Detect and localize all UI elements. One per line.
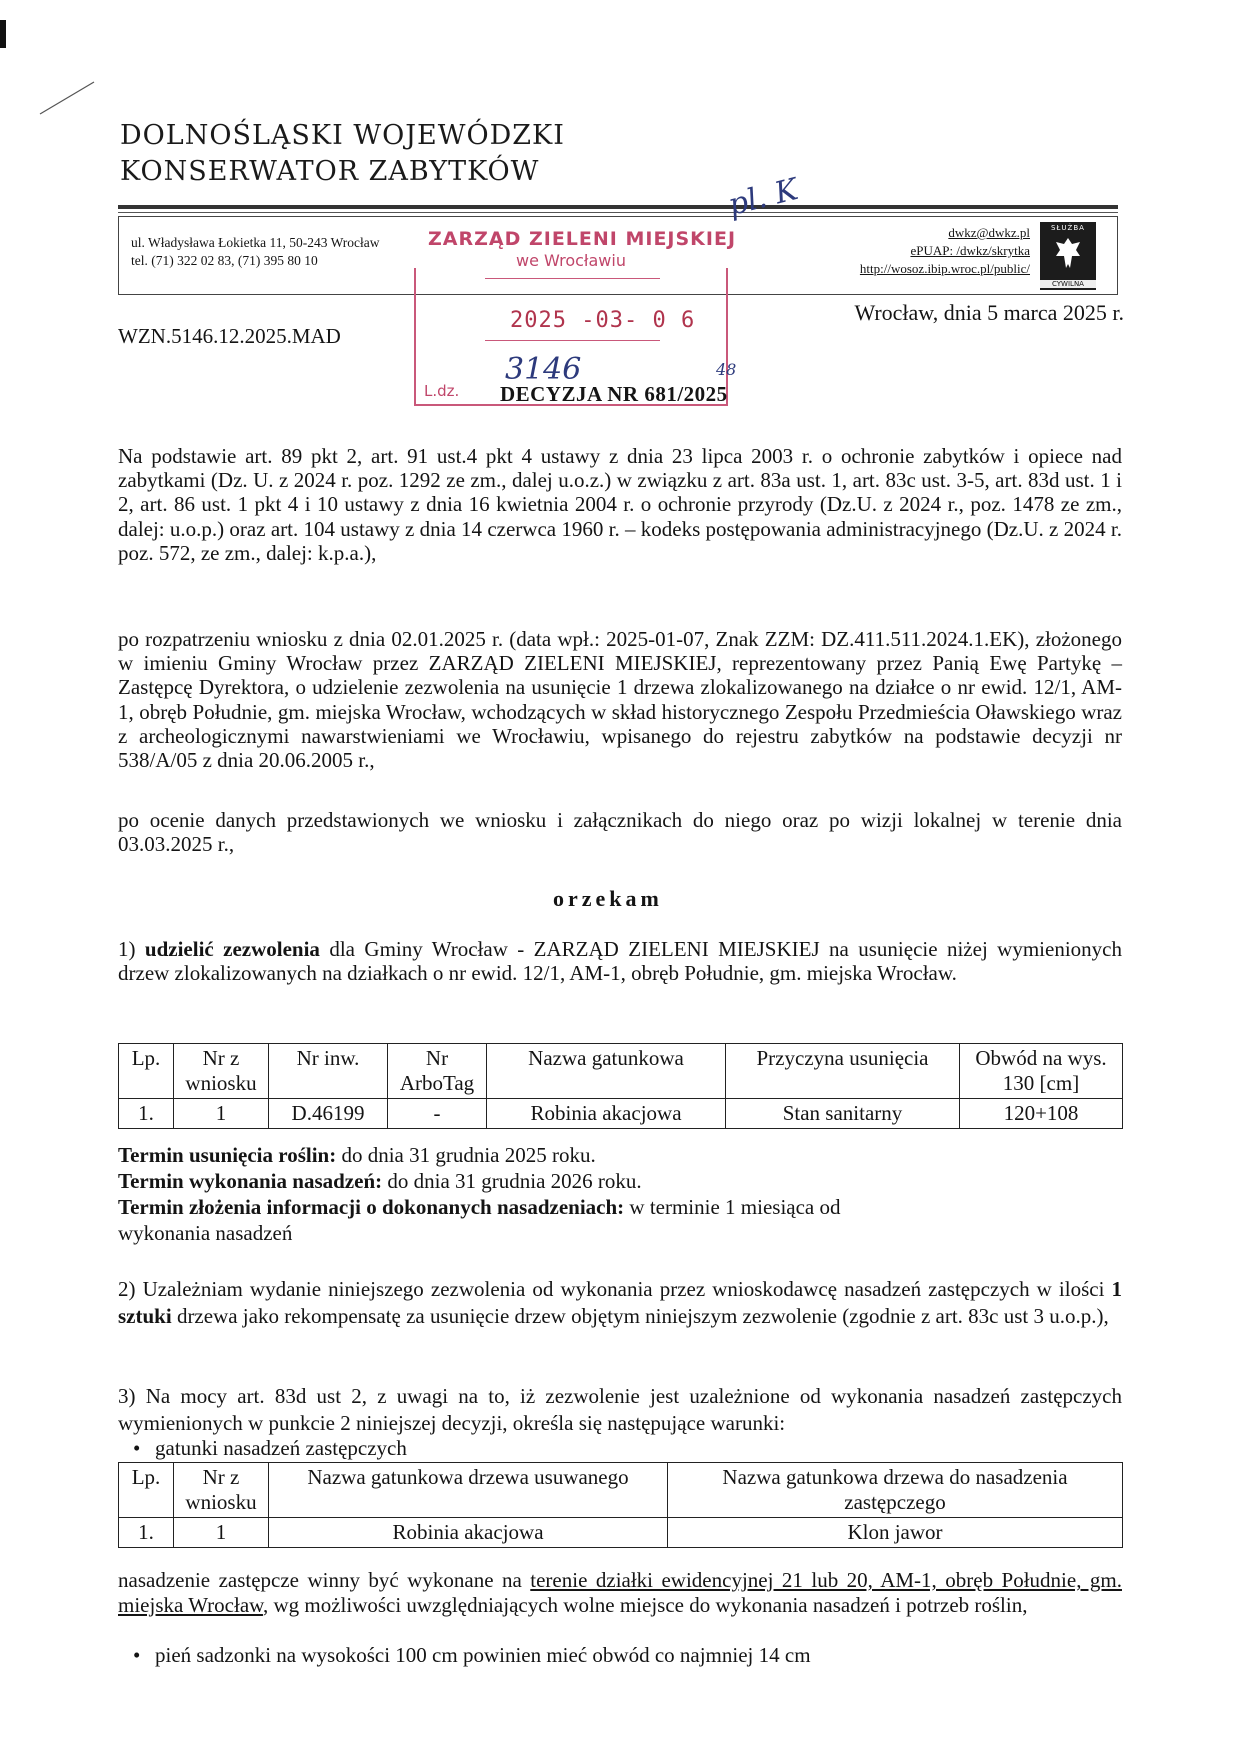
table-row <box>119 1518 1123 1548</box>
bullet-species: • gatunki nasadzeń zastępczych <box>155 1436 407 1461</box>
table-cell: 1 <box>174 1099 269 1129</box>
emblem-top-text: SŁUŻBA <box>1051 224 1085 232</box>
table-cell: - <box>388 1099 487 1129</box>
term-removal <box>118 1142 841 1168</box>
header-rule-thin <box>118 212 1118 213</box>
table-cell: D.46199 <box>269 1099 388 1129</box>
institution-line-1: DOLNOŚLĄSKI WOJEWÓDZKI <box>120 120 565 151</box>
table-header-row <box>119 1044 1123 1099</box>
legal-basis-paragraph: Na podstawie art. 89 pkt 2, art. 91 ust.4 pkt 4 ustawy z dnia 23 lipca 2003 r. o ochronie zabytków i opiece nad zabytkami (Dz. U. z 2024 r. poz. 1292 ze zm., dalej u.o.z.) w związku z art. 83a ust. 1, art. 83c ust. 3-5, art. 83d ust. 1 i 2, art. 86 ust. 1 pkt 4 i 10 ustawy z dnia 16 kwietnia 2004 r. o ochronie przyrody (Dz.U. z 2024 r., poz. 1478 ze zm., dalej: u.o.p.) oraz art. 104 ustawy z dnia 14 czerwca 1960 r. – kodeks postępowania administracyjnego (Dz.U. z 2024 r. poz. 572, ze zm., dalej: k.p.a.), <box>118 444 1122 565</box>
table-cell: 120+108 <box>960 1099 1123 1129</box>
term-info-continued: wykonania nasadzeń <box>118 1221 293 1245</box>
table-cell: 1. <box>119 1518 174 1548</box>
point-2-paragraph <box>118 1276 1122 1329</box>
consideration-paragraph: po rozpatrzeniu wniosku z dnia 02.01.2025 r. (data wpł.: 2025-01-07, Znak ZZM: DZ.411.511.2024.1.EK), złożonego w imieniu Gminy Wrocław przez ZARZĄD ZIELENI MIEJSKIEJ, reprezentowany przez Panią Ewę Partykę – Zastępcę Dyrektora, o udzielenie zezwolenia na usunięcie 1 drzewa zlokalizowanego na działce o nr ewid. 12/1, AM-1, obręb Południe, gm. miejska Wrocław, wchodzących w skład historycznego Zespołu Przedmieścia Oławskiego wraz z archeologicznymi nawarstwieniami we Wrocławiu, wpisanego do rejestru zabytków na podstawie decyzji nr 538/A/05 z dnia 20.06.2005 r., <box>118 627 1122 773</box>
header-rule <box>118 205 1118 209</box>
stamp-ldz-label: L.dz. <box>424 382 460 400</box>
point-1-bold: udzielić zezwolenia <box>144 937 320 961</box>
location-text-a: nasadzenie zastępcze winny być wykonane na <box>118 1568 531 1592</box>
point-1-number: 1) <box>118 937 145 961</box>
table-header-cell: Nr z wniosku <box>174 1044 269 1099</box>
verdict-heading: orzekam <box>553 886 663 911</box>
term-planting-value: do dnia 31 grudnia 2026 roku. <box>382 1169 642 1193</box>
stamp-divider <box>485 340 660 341</box>
point-2-bold: 1 sztuki <box>118 1277 1122 1328</box>
terms-block <box>118 1142 841 1246</box>
handwritten-small-note: 48 <box>716 360 737 379</box>
trees-removal-table <box>118 1043 1123 1129</box>
table-cell: 1 <box>174 1518 269 1548</box>
table-header-cell: Obwód na wys. 130 [cm] <box>960 1044 1123 1099</box>
table-row <box>119 1099 1123 1129</box>
table-header-cell: Nazwa gatunkowa <box>487 1044 726 1099</box>
table-cell: Robinia akacjowa <box>269 1518 668 1548</box>
table-header-cell: Lp. <box>119 1044 174 1099</box>
table-cell: Klon jawor <box>668 1518 1123 1548</box>
point-2-text-a: 2) Uzależniam wydanie niniejszego zezwolenia od wykonania przez wnioskodawcę nasadzeń zastępczych w ilości <box>118 1277 1112 1301</box>
term-info-value: w terminie 1 miesiąca od <box>624 1195 841 1219</box>
decision-title: DECYZJA NR 681/2025 <box>500 382 728 406</box>
term-info <box>118 1194 841 1220</box>
civil-service-emblem <box>1040 222 1096 290</box>
emblem-bottom-text: CYWILNA <box>1040 280 1096 288</box>
term-removal-label: Termin usunięcia roślin: <box>118 1143 337 1167</box>
table-header-row <box>119 1463 1123 1518</box>
case-signature: WZN.5146.12.2025.MAD <box>118 324 341 348</box>
table-header-cell: Nr inw. <box>269 1044 388 1099</box>
stamp-date: 2025 -03- 0 6 <box>510 308 696 333</box>
scan-edge-mark <box>0 20 6 48</box>
evaluation-paragraph: po ocenie danych przedstawionych we wniosku i załącznikach do niego oraz po wizji lokalnej w terenie dnia 03.03.2025 r., <box>118 808 1122 857</box>
institution-name <box>120 118 565 190</box>
term-removal-value: do dnia 31 grudnia 2025 roku. <box>336 1143 596 1167</box>
contact-block <box>860 224 1030 278</box>
table-header-cell: Nazwa gatunkowa drzewa usuwanego <box>269 1463 668 1518</box>
stamp-divider <box>485 278 660 279</box>
point-1-text: dla Gminy Wrocław - ZARZĄD ZIELENI MIEJSKIEJ na usunięcie niżej wymienionych drzew zlokalizowanych na działkach o nr ewid. 12/1, AM-1, obręb Południe, gm. miejska Wrocław. <box>118 937 1122 986</box>
table-header-cell: Przyczyna usunięcia <box>726 1044 960 1099</box>
contact-url[interactable]: http://wosoz.ibip.wroc.pl/public/ <box>859 261 1030 276</box>
stamp-city: we Wrocławiu <box>516 251 626 270</box>
term-planting <box>118 1168 841 1194</box>
contact-email[interactable]: dwkz@dwkz.pl <box>948 225 1030 240</box>
location-text-b: , wg możliwości uwzględniających wolne miejsce do wykonania nasadzeń i potrzeb roślin, <box>262 1592 1028 1617</box>
planting-location-paragraph <box>118 1568 1122 1617</box>
table-cell: 1. <box>119 1099 174 1129</box>
replacement-planting-table <box>118 1462 1123 1548</box>
table-cell: Robinia akacjowa <box>487 1099 726 1129</box>
term-info-label: Termin złożenia informacji o dokonanych nasadzeniach: <box>118 1195 625 1219</box>
pen-stroke-mark <box>38 78 98 118</box>
address-street: ul. Władysława Łokietka 11, 50-243 Wrocław <box>131 235 380 250</box>
term-planting-label: Termin wykonania nasadzeń: <box>118 1169 383 1193</box>
table-cell: Stan sanitarny <box>726 1099 960 1129</box>
point-1-paragraph <box>118 937 1122 985</box>
point-3-paragraph: 3) Na mocy art. 83d ust 2, z uwagi na to, iż zezwolenie jest uzależnione od wykonania nasadzeń zastępczych wymienionych w punkcie 2 niniejszej decyzji, określa się następujące warunki: <box>118 1384 1122 1435</box>
table-header-cell: Lp. <box>119 1463 174 1518</box>
table-header-cell: Nr z wniosku <box>174 1463 269 1518</box>
institution-line-2: KONSERWATOR ZABYTKÓW <box>120 156 540 187</box>
handwritten-number: 3146 <box>505 352 582 387</box>
handwritten-note: pl. K <box>724 172 802 223</box>
table-header-cell: Nr ArboTag <box>388 1044 487 1099</box>
eagle-icon <box>1054 236 1082 272</box>
point-2-text-b: drzewa jako rekompensatę za usunięcie drzew objętym niniejszym zezwolenie (zgodnie z art. 83c ust 3 u.o.p.), <box>171 1303 1109 1328</box>
bullet-seedling-girth: • pień sadzonki na wysokości 100 cm powinien mieć obwód co najmniej 14 cm <box>155 1643 811 1668</box>
table-header-cell: Nazwa gatunkowa drzewa do nasadzenia zastępczego <box>668 1463 1123 1518</box>
contact-epuap: ePUAP: /dwkz/skrytka <box>910 243 1030 258</box>
place-date: Wrocław, dnia 5 marca 2025 r. <box>854 300 1124 325</box>
stamp-org: ZARZĄD ZIELENI MIEJSKIEJ <box>428 228 737 250</box>
location-underlined: terenie działki ewidencyjnej 21 lub 20, AM-1, obręb Południe, gm. miejska Wrocław <box>118 1568 1122 1617</box>
address-block <box>131 234 380 270</box>
address-phone: tel. (71) 322 02 83, (71) 395 80 10 <box>131 253 318 268</box>
